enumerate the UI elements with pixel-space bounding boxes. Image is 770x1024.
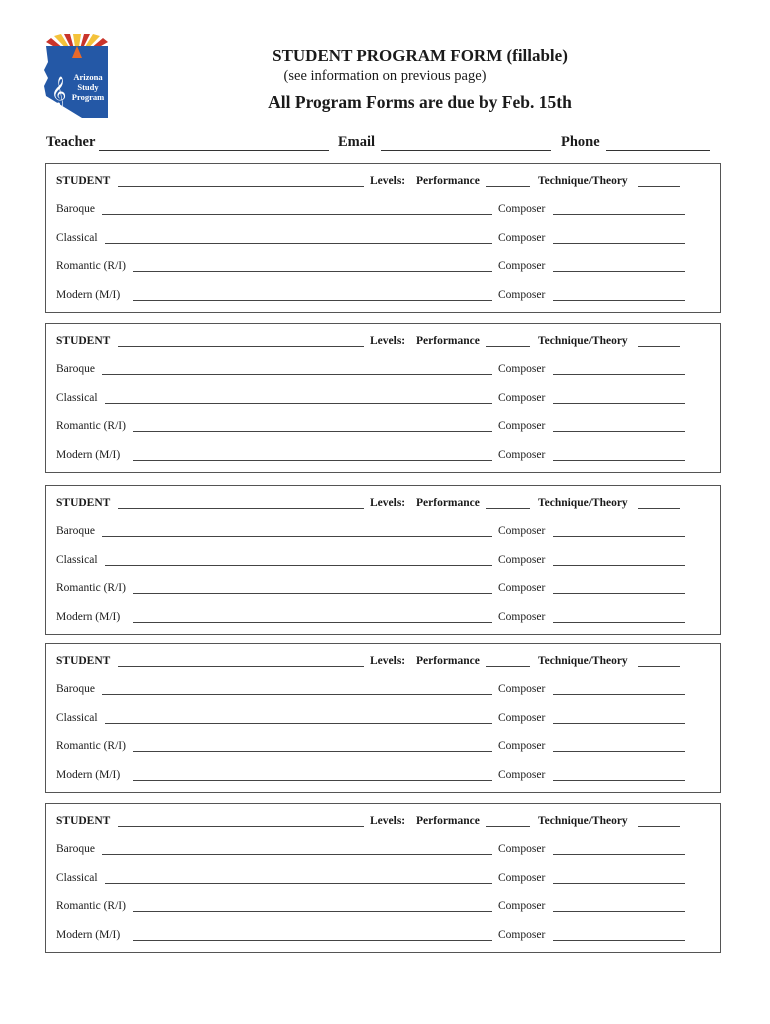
piece-title-input-romantic[interactable] [133,911,492,912]
piece-title-input-baroque[interactable] [102,214,492,215]
repertoire-row-romantic [56,260,710,276]
composer-input-romantic[interactable] [553,431,685,432]
composer-input-romantic[interactable] [553,593,685,594]
performance-label: Performance [416,175,480,187]
piece-title-input-romantic[interactable] [133,271,492,272]
student-block [45,803,721,953]
composer-label: Composer [498,711,546,724]
piece-title-input-classical[interactable] [105,723,492,724]
composer-input-baroque[interactable] [553,854,685,855]
email-label: Email [338,134,376,150]
repertoire-row-classical [56,712,710,728]
phone-field[interactable] [561,134,710,151]
composer-input-romantic[interactable] [553,271,685,272]
composer-label: Composer [498,553,546,566]
period-label-modern: Modern (M/I) [56,928,121,941]
technique-theory-label: Technique/Theory [538,175,628,187]
repertoire-row-classical [56,872,710,888]
technique-level-input[interactable] [638,346,680,347]
period-label-modern: Modern (M/I) [56,768,121,781]
composer-label: Composer [498,203,546,215]
composer-input-classical[interactable] [553,883,685,884]
performance-label: Performance [416,335,480,347]
student-row [56,655,710,671]
composer-label: Composer [498,448,546,461]
composer-input-classical[interactable] [553,723,685,724]
technique-level-input[interactable] [638,508,680,509]
levels-label: Levels: [370,497,406,509]
student-label: STUDENT [56,175,111,187]
technique-theory-label: Technique/Theory [538,335,628,347]
period-label-classical: Classical [56,231,98,244]
composer-label: Composer [498,260,546,272]
composer-input-baroque[interactable] [553,536,685,537]
period-label-romantic: Romantic (R/I) [56,260,126,272]
logo-line-1: Arizona [73,72,103,82]
composer-input-classical[interactable] [553,565,685,566]
levels-label: Levels: [370,175,406,187]
piece-title-input-romantic[interactable] [133,431,492,432]
composer-input-romantic[interactable] [553,751,685,752]
period-label-classical: Classical [56,391,98,404]
piece-title-input-romantic[interactable] [133,751,492,752]
technique-level-input[interactable] [638,666,680,667]
repertoire-row-baroque [56,363,710,379]
repertoire-row-modern [56,289,710,305]
composer-label: Composer [498,231,546,244]
composer-label: Composer [498,843,546,855]
composer-label: Composer [498,363,546,375]
student-label: STUDENT [56,655,111,667]
composer-input-romantic[interactable] [553,911,685,912]
student-label: STUDENT [56,815,111,827]
period-label-modern: Modern (M/I) [56,288,121,301]
repertoire-row-classical [56,232,710,248]
period-label-modern: Modern (M/I) [56,448,121,461]
period-label-romantic: Romantic (R/I) [56,582,126,594]
student-name-input[interactable] [118,826,364,827]
levels-label: Levels: [370,815,406,827]
period-label-baroque: Baroque [56,203,95,215]
repertoire-row-baroque [56,843,710,859]
piece-title-input-modern[interactable] [133,300,492,301]
logo-line-2: Study [77,82,99,92]
period-label-classical: Classical [56,711,98,724]
period-label-classical: Classical [56,553,98,566]
student-label: STUDENT [56,335,111,347]
composer-input-modern[interactable] [553,622,685,623]
repertoire-row-classical [56,392,710,408]
period-label-modern: Modern (M/I) [56,610,121,623]
composer-input-baroque[interactable] [553,374,685,375]
student-block [45,643,721,793]
performance-level-input[interactable] [486,666,530,667]
technique-level-input[interactable] [638,826,680,827]
period-label-romantic: Romantic (R/I) [56,420,126,432]
due-notice: All Program Forms are due by Feb. 15th [268,92,572,112]
subtitle-text: (see information on previous page) [283,68,487,84]
treble-clef-icon: 𝄞 [51,77,67,107]
composer-label: Composer [498,740,546,752]
composer-label: Composer [498,582,546,594]
period-label-baroque: Baroque [56,843,95,855]
repertoire-row-modern [56,449,710,465]
student-block [45,485,721,635]
student-row [56,815,710,831]
period-label-classical: Classical [56,871,98,884]
repertoire-row-baroque [56,683,710,699]
student-name-input[interactable] [118,346,364,347]
repertoire-row-classical [56,554,710,570]
piece-title-input-baroque[interactable] [102,374,492,375]
period-label-baroque: Baroque [56,363,95,375]
email-field[interactable] [338,134,551,151]
form-title: STUDENT PROGRAM FORM (fillable) [272,46,568,65]
repertoire-row-romantic [56,582,710,598]
repertoire-row-modern [56,929,710,945]
period-label-romantic: Romantic (R/I) [56,900,126,912]
repertoire-row-modern [56,769,710,785]
piece-title-input-classical[interactable] [105,883,492,884]
composer-label: Composer [498,871,546,884]
student-block [45,163,721,313]
composer-label: Composer [498,683,546,695]
period-label-romantic: Romantic (R/I) [56,740,126,752]
piece-title-input-romantic[interactable] [133,593,492,594]
composer-label: Composer [498,288,546,301]
repertoire-row-modern [56,611,710,627]
teacher-field[interactable] [46,134,329,151]
teacher-input-line[interactable] [99,136,329,151]
composer-input-modern[interactable] [553,460,685,461]
period-label-baroque: Baroque [56,683,95,695]
composer-label: Composer [498,900,546,912]
student-row [56,335,710,351]
student-name-input[interactable] [118,666,364,667]
phone-label: Phone [561,134,600,150]
student-label: STUDENT [56,497,111,509]
composer-label: Composer [498,610,546,623]
composer-label: Composer [498,525,546,537]
piece-title-input-baroque[interactable] [102,536,492,537]
technique-theory-label: Technique/Theory [538,655,628,667]
repertoire-row-baroque [56,525,710,541]
student-name-input[interactable] [118,186,364,187]
composer-input-modern[interactable] [553,300,685,301]
piece-title-input-modern[interactable] [133,622,492,623]
piece-title-input-baroque[interactable] [102,854,492,855]
technique-theory-label: Technique/Theory [538,815,628,827]
phone-input-line[interactable] [606,136,710,151]
performance-label: Performance [416,655,480,667]
piece-title-input-modern[interactable] [133,460,492,461]
performance-level-input[interactable] [486,508,530,509]
period-label-baroque: Baroque [56,525,95,537]
piece-title-input-modern[interactable] [133,940,492,941]
technique-theory-label: Technique/Theory [538,497,628,509]
form-subtitle [0,68,770,85]
composer-label: Composer [498,768,546,781]
repertoire-row-baroque [56,203,710,219]
performance-level-input[interactable] [486,346,530,347]
composer-input-classical[interactable] [553,243,685,244]
logo-line-3: Program [71,92,105,102]
repertoire-row-romantic [56,900,710,916]
composer-input-modern[interactable] [553,940,685,941]
teacher-label: Teacher [46,134,96,150]
student-row [56,497,710,513]
repertoire-row-romantic [56,740,710,756]
levels-label: Levels: [370,655,406,667]
piece-title-input-baroque[interactable] [102,694,492,695]
levels-label: Levels: [370,335,406,347]
piece-title-input-classical[interactable] [105,403,492,404]
technique-level-input[interactable] [638,186,680,187]
composer-label: Composer [498,391,546,404]
performance-level-input[interactable] [486,186,530,187]
composer-input-baroque[interactable] [553,694,685,695]
student-name-input[interactable] [118,508,364,509]
composer-label: Composer [498,420,546,432]
email-input-line[interactable] [381,136,551,151]
composer-input-classical[interactable] [553,403,685,404]
composer-input-modern[interactable] [553,780,685,781]
piece-title-input-classical[interactable] [105,565,492,566]
composer-input-baroque[interactable] [553,214,685,215]
teacher-info-row [46,134,716,152]
repertoire-row-romantic [56,420,710,436]
performance-level-input[interactable] [486,826,530,827]
composer-label: Composer [498,928,546,941]
student-block [45,323,721,473]
piece-title-input-modern[interactable] [133,780,492,781]
performance-label: Performance [416,497,480,509]
piece-title-input-classical[interactable] [105,243,492,244]
student-row [56,175,710,191]
performance-label: Performance [416,815,480,827]
